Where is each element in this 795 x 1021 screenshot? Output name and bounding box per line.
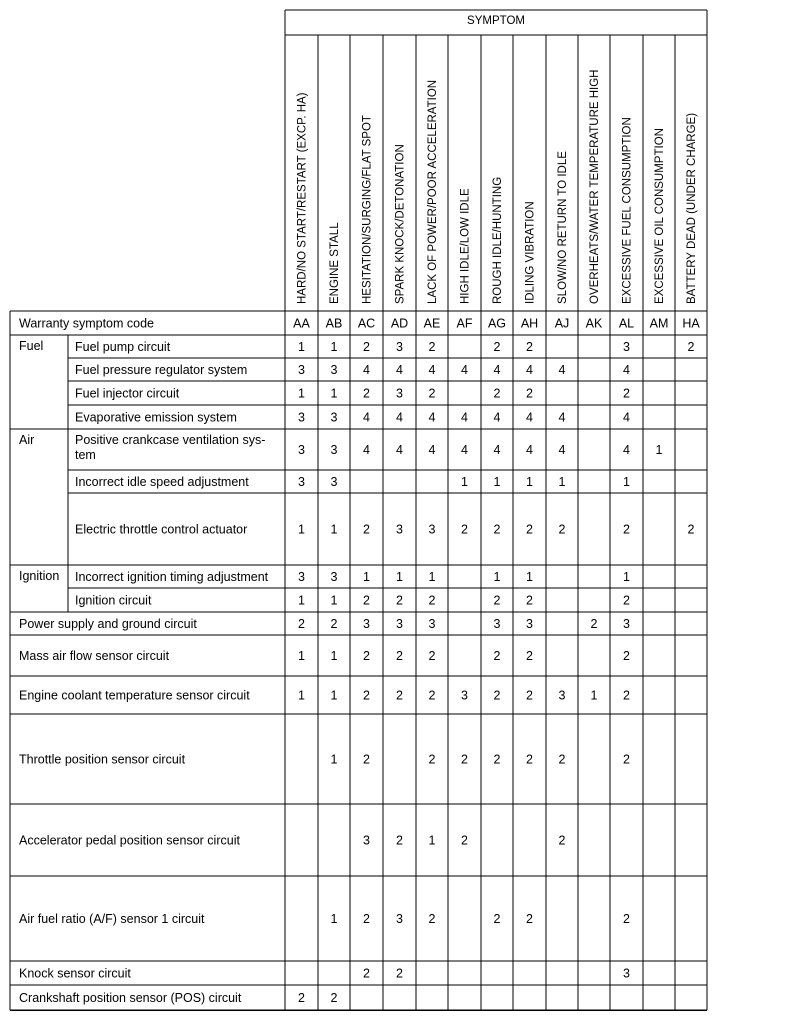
warranty-code: AM [649, 316, 669, 331]
symptom-rating: 3 [623, 340, 630, 354]
symptom-rating: 3 [298, 570, 305, 584]
symptom-rating: 2 [493, 752, 501, 767]
symptom-rating: 1 [330, 649, 338, 663]
symptom-column-name: ROUGH IDLE/HUNTING [492, 176, 504, 304]
symptom-rating: 3 [558, 688, 566, 703]
symptom-rating: 4 [396, 443, 403, 457]
symptom-rating: 1 [330, 340, 338, 354]
row-item-label: Fuel pressure regulator system [75, 363, 248, 377]
symptom-rating: 2 [526, 688, 533, 703]
symptom-rating: 2 [590, 617, 598, 631]
symptom-rating: 2 [526, 649, 533, 663]
warranty-code: AH [520, 316, 539, 331]
symptom-column-name: HESITATION/SURGING/FLAT SPOT [361, 115, 374, 304]
row-item-label: Fuel pump circuit [75, 340, 171, 354]
symptom-rating: 3 [298, 363, 305, 377]
symptom-column-name: IDLING VIBRATION [524, 201, 537, 304]
symptom-rating: 2 [687, 340, 695, 354]
symptom-rating: 1 [428, 833, 436, 848]
symptom-rating: 3 [493, 617, 501, 631]
warranty-code: AC [357, 316, 376, 331]
symptom-rating: 2 [298, 617, 305, 631]
symptom-rating: 2 [493, 593, 501, 608]
symptom-rating: 1 [461, 475, 468, 489]
symptom-rating: 1 [298, 386, 305, 401]
symptom-rating: 2 [623, 688, 630, 703]
symptom-rating: 1 [330, 386, 338, 401]
symptom-rating: 4 [493, 363, 501, 377]
symptom-rating: 2 [428, 688, 436, 703]
warranty-code: AD [390, 316, 409, 331]
symptom-rating: 2 [461, 752, 468, 767]
symptom-rating: 4 [526, 443, 533, 457]
symptom-rating: 2 [493, 649, 501, 663]
symptom-rating: 3 [623, 617, 630, 631]
warranty-code: AL [618, 316, 635, 331]
symptom-rating: 1 [298, 340, 305, 354]
symptom-rating: 4 [623, 363, 630, 377]
symptom-column-name: OVERHEATS/WATER TEMPERATURE HIGH [589, 69, 601, 304]
symptom-rating: 2 [428, 649, 436, 663]
symptom-rating: 2 [428, 752, 436, 767]
symptom-column-name: ENGINE STALL [329, 222, 341, 304]
symptom-rating: 3 [396, 386, 403, 401]
symptom-rating: 1 [330, 593, 338, 608]
symptom-rating: 3 [396, 617, 403, 631]
symptom-rating: 2 [428, 912, 436, 926]
symptom-rating: 4 [363, 363, 370, 377]
symptom-rating: 4 [396, 410, 403, 425]
symptom-rating: 2 [396, 688, 403, 703]
symptom-rating: 2 [526, 752, 533, 767]
symptom-rating: 3 [396, 340, 403, 354]
row-item-label: Fuel injector circuit [75, 386, 180, 401]
symptom-rating: 1 [493, 570, 501, 584]
symptom-rating: 1 [298, 522, 305, 537]
row-item-label: Knock sensor circuit [19, 966, 131, 981]
row-item-label: Crankshaft position sensor (POS) circuit [19, 991, 242, 1005]
symptom-rating: 2 [363, 912, 370, 926]
row-item-label: Positive crankcase ventilation sys- [75, 433, 266, 447]
symptom-rating: 4 [623, 410, 630, 425]
symptom-rating: 2 [526, 340, 533, 354]
symptom-rating: 2 [330, 991, 338, 1005]
symptom-rating: 2 [363, 649, 370, 663]
symptom-rating: 3 [396, 522, 403, 537]
symptom-rating: 2 [461, 522, 468, 537]
symptom-rating: 4 [428, 410, 436, 425]
symptom-rating: 4 [558, 443, 566, 457]
symptom-column-name: SLOW/NO RETURN TO IDLE [557, 151, 569, 304]
symptom-rating: 1 [298, 593, 305, 608]
symptom-rating: 4 [461, 443, 468, 457]
row-item-label: Evaporative emission system [75, 410, 237, 425]
group-label: Ignition [19, 569, 60, 583]
symptom-rating: 2 [493, 912, 501, 926]
symptom-rating: 1 [396, 570, 403, 584]
symptom-column-name: SPARK KNOCK/DETONATION [394, 144, 407, 304]
symptom-rating: 1 [526, 570, 533, 584]
row-item-label: Electric throttle control actuator [75, 522, 248, 537]
row-item-label: Mass air flow sensor circuit [19, 649, 170, 663]
symptom-column-name: LACK OF POWER/POOR ACCELERATION [427, 79, 439, 304]
symptom-rating: 2 [493, 688, 501, 703]
symptom-rating: 4 [526, 363, 533, 377]
row-item-label: Air fuel ratio (A/F) sensor 1 circuit [19, 912, 205, 926]
symptom-rating: 3 [298, 443, 305, 457]
symptom-rating: 4 [363, 443, 370, 457]
symptom-rating: 2 [396, 649, 403, 663]
symptom-rating: 2 [330, 617, 338, 631]
symptom-rating: 2 [363, 688, 370, 703]
row-item-label: tem [75, 448, 96, 462]
symptom-rating: 2 [428, 593, 436, 608]
group-label: Air [19, 433, 35, 447]
symptom-rating: 2 [363, 966, 370, 981]
symptom-rating: 2 [623, 649, 630, 663]
symptom-rating: 2 [623, 522, 630, 537]
symptom-rating: 4 [428, 363, 436, 377]
symptom-rating: 2 [558, 752, 566, 767]
symptom-rating: 1 [558, 475, 566, 489]
symptom-rating: 3 [330, 410, 338, 425]
symptom-rating: 1 [298, 688, 305, 703]
symptom-rating: 1 [655, 443, 663, 457]
symptom-rating: 1 [330, 688, 338, 703]
symptom-rating: 1 [493, 475, 501, 489]
symptom-rating: 3 [363, 617, 370, 631]
symptom-column-name: EXCESSIVE FUEL CONSUMPTION [621, 117, 634, 304]
symptom-rating: 2 [396, 833, 403, 848]
symptom-column-name: HIGH IDLE/LOW IDLE [459, 188, 472, 304]
symptom-rating: 2 [526, 386, 533, 401]
symptom-rating: 1 [298, 649, 305, 663]
symptom-rating: 3 [298, 410, 305, 425]
symptom-rating: 2 [558, 833, 566, 848]
symptom-rating: 3 [396, 912, 403, 926]
symptom-rating: 3 [298, 475, 305, 489]
symptom-rating: 2 [493, 340, 501, 354]
warranty-code: AE [423, 316, 441, 331]
symptom-rating: 3 [526, 617, 533, 631]
symptom-rating: 2 [363, 593, 370, 608]
symptom-rating: 2 [493, 522, 501, 537]
warranty-code: AJ [554, 316, 570, 331]
symptom-rating: 2 [526, 912, 533, 926]
symptom-rating: 4 [558, 363, 566, 377]
symptom-rating: 4 [493, 443, 501, 457]
warranty-code: AA [293, 316, 310, 331]
row-item-label: Incorrect idle speed adjustment [75, 475, 249, 489]
symptom-rating: 2 [687, 522, 695, 537]
warranty-code: AF [456, 316, 473, 331]
symptom-rating: 2 [363, 752, 370, 767]
symptom-header: SYMPTOM [467, 15, 525, 27]
symptom-rating: 3 [330, 475, 338, 489]
symptom-rating: 2 [428, 386, 436, 401]
symptom-rating: 3 [330, 363, 338, 377]
symptom-rating: 2 [623, 912, 630, 926]
symptom-rating: 1 [590, 688, 598, 703]
symptom-rating: 2 [363, 522, 370, 537]
symptom-rating: 3 [623, 966, 630, 981]
row-item-label: Accelerator pedal position sensor circuit [19, 833, 240, 848]
symptom-column-name: HARD/NO START/RESTART (EXCP. HA) [296, 92, 309, 304]
warranty-code: AG [487, 316, 507, 331]
symptom-rating: 2 [623, 386, 630, 401]
symptom-rating: 2 [558, 522, 566, 537]
row-item-label: Incorrect ignition timing adjustment [75, 570, 269, 584]
symptom-rating: 2 [623, 593, 630, 608]
symptom-rating: 4 [558, 410, 566, 425]
symptom-rating: 3 [461, 688, 468, 703]
symptom-rating: 2 [526, 593, 533, 608]
symptom-rating: 1 [623, 570, 630, 584]
symptom-rating: 1 [330, 522, 338, 537]
symptom-column-name: EXCESSIVE OIL CONSUMPTION [654, 128, 666, 304]
row-item-label: Power supply and ground circuit [19, 617, 197, 631]
symptom-rating: 4 [623, 443, 630, 457]
warranty-code: HA [682, 316, 700, 331]
symptom-rating: 2 [363, 340, 370, 354]
row-item-label: Throttle position sensor circuit [19, 752, 186, 767]
symptom-column-name: BATTERY DEAD (UNDER CHARGE) [686, 112, 698, 304]
symptom-rating: 4 [396, 363, 403, 377]
symptom-rating: 1 [330, 912, 338, 926]
row-item-label: Engine coolant temperature sensor circuit [19, 688, 250, 703]
group-label: Fuel [19, 339, 44, 353]
symptom-rating: 1 [428, 570, 436, 584]
symptom-rating: 3 [428, 617, 436, 631]
symptom-rating: 3 [363, 833, 370, 848]
symptom-rating: 4 [461, 410, 468, 425]
symptom-rating: 3 [330, 570, 338, 584]
symptom-rating: 1 [363, 570, 370, 584]
symptom-rating: 2 [428, 340, 436, 354]
symptom-rating: 1 [623, 475, 630, 489]
symptom-rating: 4 [493, 410, 501, 425]
symptom-rating: 2 [623, 752, 630, 767]
symptom-rating: 4 [428, 443, 436, 457]
row-item-label: Ignition circuit [75, 593, 152, 608]
symptom-rating: 2 [298, 991, 305, 1005]
symptom-rating: 4 [461, 363, 468, 377]
warranty-symptom-code-label: Warranty symptom code [19, 316, 154, 331]
symptom-rating: 2 [396, 966, 403, 981]
symptom-rating: 2 [363, 386, 370, 401]
symptom-rating: 2 [396, 593, 403, 608]
warranty-code: AK [585, 316, 603, 331]
symptom-rating: 3 [330, 443, 338, 457]
symptom-rating: 4 [526, 410, 533, 425]
symptom-rating: 2 [461, 833, 468, 848]
symptom-rating: 1 [526, 475, 533, 489]
warranty-code: AB [325, 316, 343, 331]
symptom-rating: 2 [526, 522, 533, 537]
symptom-rating: 2 [493, 386, 501, 401]
symptom-rating: 1 [330, 752, 338, 767]
symptom-rating: 3 [428, 522, 436, 537]
symptom-rating: 4 [363, 410, 370, 425]
